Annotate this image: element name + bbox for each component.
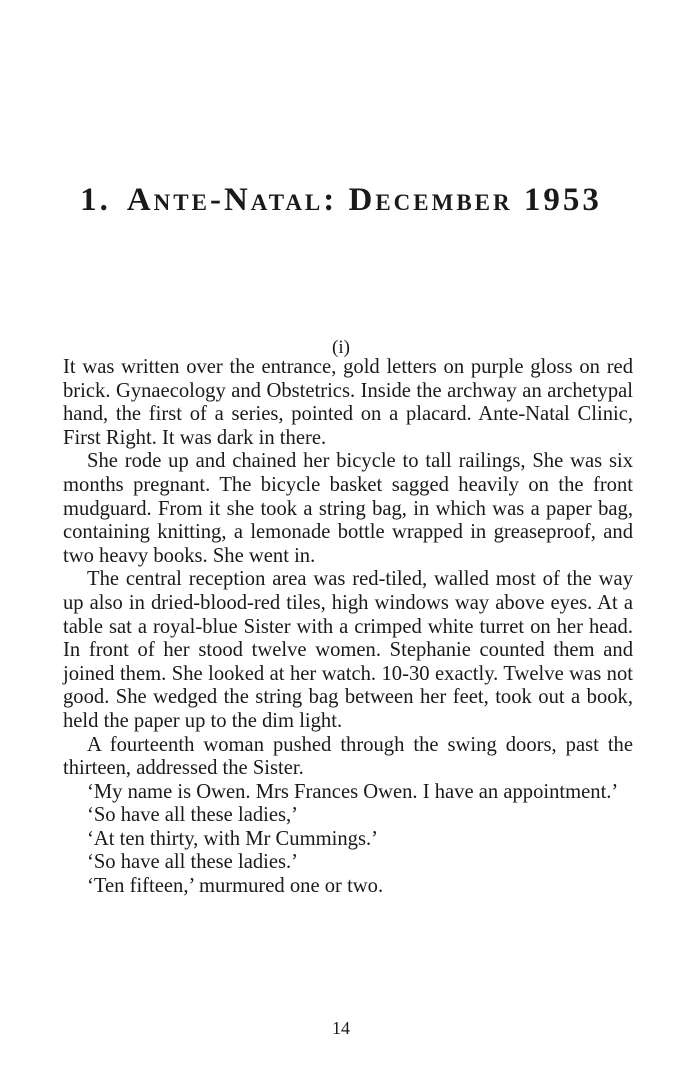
body-text: [63, 356, 633, 899]
chapter-number: 1.: [80, 182, 111, 219]
paragraph: ‘So have all these ladies,’: [87, 804, 299, 827]
paragraph: ‘Ten fifteen,’ murmured one or two.: [87, 875, 384, 898]
section-marker: (i): [332, 337, 350, 358]
page-number: 14: [332, 1018, 350, 1038]
paragraph: A fourteenth woman pushed through the swing doors, past the thirteen, addressed the Sister.: [63, 733, 633, 780]
paragraph: ‘At ten thirty, with Mr Cummings.’: [87, 827, 378, 850]
chapter-heading: [0, 180, 682, 220]
paragraph: The central reception area was red-tiled, walled most of the way up also in dried-blood-red tiles, high windows way above eyes. At a table sat a royal-blue Sister with a crimped white turret on her head. In front of her stood twelve women. Stephanie counted them and joined them. She looked at her watch. 10-30 exactly. Twelve was not good. She wedged the string bag between her feet, took out a book, held the paper up to the dim light.: [63, 568, 633, 732]
paragraph: ‘My name is Owen. Mrs Frances Owen. I have an appointment.’: [87, 780, 619, 803]
paragraph: ‘So have all these ladies.’: [87, 851, 299, 874]
paragraph: It was written over the entrance, gold letters on purple gloss on red brick. Gynaecology and Obstetrics. Inside the archway an archetypal hand, the first of a series, pointed on a placard. Ante-Natal Clinic, First Right. It was dark in there.: [63, 356, 633, 449]
paragraph: She rode up and chained her bicycle to tall railings, She was six months pregnant. The bicycle basket sagged heavily on the front mudguard. From it she took a string bag, in which was a paper bag, containing knitting, a lemonade bottle wrapped in greaseproof, and two heavy books. She went in.: [63, 450, 633, 567]
chapter-title-text: Ante-Natal: December 1953: [126, 182, 602, 219]
